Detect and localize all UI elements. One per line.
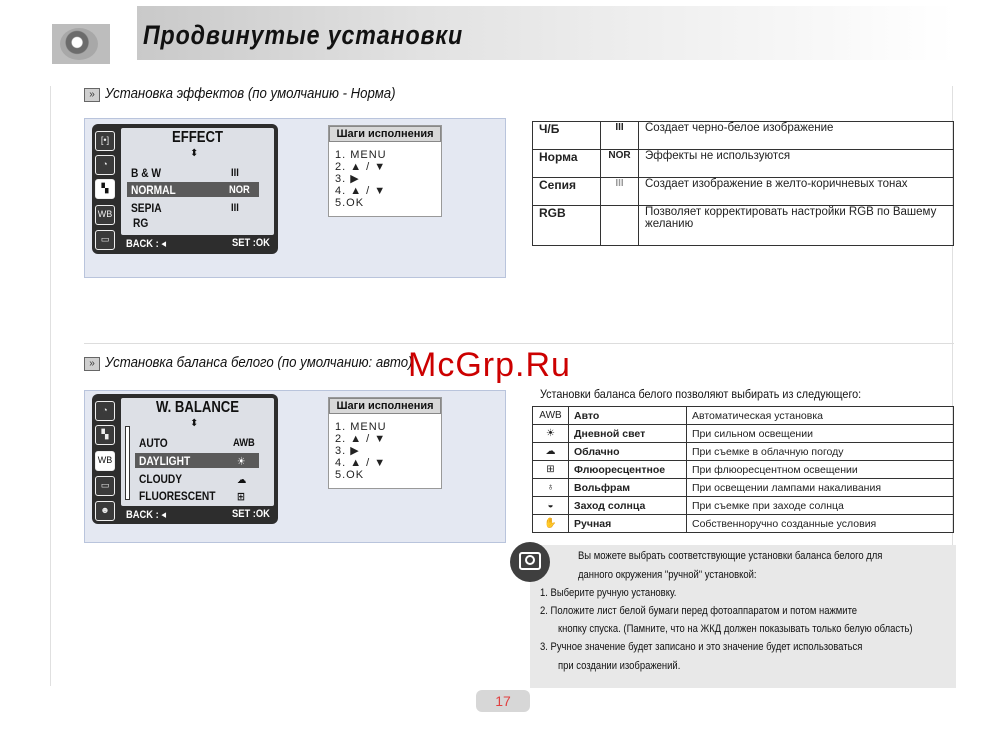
wb-section-title: Установка баланса белого (по умолчанию: авто) [105, 354, 413, 371]
step-item: 2. ▲ / ▼ [335, 433, 387, 445]
wb-desc: При освещении лампами накаливания [687, 479, 954, 497]
wb-desc: При флюоресцентном освещении [687, 461, 954, 479]
left-rule [50, 86, 51, 686]
note-line: 2. Положите лист белой бумаги перед фотоаппаратом и потом нажмите [540, 605, 858, 617]
wb-icon: ☀ [533, 425, 569, 443]
table-row [533, 407, 954, 425]
step-item: 5.OK [335, 469, 365, 481]
step-item: 4. ▲ / ▼ [335, 185, 387, 197]
note-line: кнопку спуска. (Памните, что на ЖКД должен показывать только белую область) [558, 623, 913, 635]
wb-name: Авто [569, 407, 687, 425]
wb-option-value: ☀ [237, 456, 246, 468]
wb-table [532, 406, 954, 533]
wb-intro-text: Установки баланса белого позволяют выбирать из следующего: [540, 387, 862, 401]
wb-desc: При съемке при заходе солнца [687, 497, 954, 515]
step-item: 1. MENU [335, 149, 387, 161]
wb-option-label: AUTO [139, 436, 168, 450]
lcd-side-icon-5: ▭ [95, 230, 115, 250]
table-row [533, 479, 954, 497]
wb-name: Ручная [569, 515, 687, 533]
effect-option-label: B & W [131, 166, 162, 180]
section-divider [84, 343, 954, 344]
table-row [533, 443, 954, 461]
step-item: 1. MENU [335, 421, 387, 433]
wb-icon: AWB [533, 407, 569, 425]
section-arrow-icon: » [84, 88, 100, 102]
page-number: 17 [476, 690, 530, 712]
lcd-set-label: SET :OK [232, 237, 270, 249]
wb-name: Облачно [569, 443, 687, 461]
wb-desc: Собственноручно созданные условия [687, 515, 954, 533]
effect-name: RGB [533, 206, 601, 246]
watermark: McGrp.Ru [408, 346, 571, 384]
step-item: 5.OK [335, 197, 365, 209]
section-arrow-icon: » [84, 357, 100, 371]
lcd-side-icon-1: [•] [95, 131, 115, 151]
effect-name: Норма [533, 150, 601, 178]
scroll-bar [125, 426, 130, 500]
wb-icon: ✋ [533, 515, 569, 533]
lcd-side-icon-3: WB [95, 451, 115, 471]
wb-option-label: FLUORESCENT [139, 489, 216, 503]
wb-steps-box [328, 397, 442, 489]
table-row [533, 461, 954, 479]
lcd-side-icon-1: ◔ [95, 401, 115, 421]
effect-icon [601, 206, 639, 246]
effect-table [532, 121, 954, 246]
effect-icon: III [601, 122, 639, 150]
lcd-side-icon-4: WB [95, 205, 115, 225]
wb-option-value: AWB [233, 437, 255, 449]
wb-icon: ⊞ [533, 461, 569, 479]
lcd-back-label: BACK : ◂ [126, 238, 167, 250]
wb-option-value: ☁ [237, 474, 247, 486]
page-title: Продвинутые установки [143, 20, 464, 50]
lcd-side-icon-5: ☻ [95, 501, 115, 521]
step-item: 3. ▶ [335, 173, 360, 185]
wb-desc: При съемке в облачную погоду [687, 443, 954, 461]
lcd-set-label: SET :OK [232, 508, 270, 520]
table-row [533, 122, 954, 150]
scroll-updown-icon: ⬍ [190, 418, 199, 429]
effect-lcd-screen [121, 128, 274, 235]
wb-option-value: ⊞ [237, 491, 245, 503]
effect-option-value: III [231, 202, 239, 214]
table-row [533, 150, 954, 178]
wb-lcd-screen [121, 398, 274, 506]
effect-option-label: SEPIA [131, 201, 162, 215]
effect-desc: Создает изображение в желто-коричневых тонах [639, 178, 954, 206]
steps-heading: Шаги исполнения [329, 398, 441, 414]
step-item: 4. ▲ / ▼ [335, 457, 387, 469]
step-item: 3. ▶ [335, 445, 360, 457]
effect-steps-box [328, 125, 442, 217]
wb-icon: ♁ [533, 479, 569, 497]
note-line: Вы можете выбрать соответствующие установки баланса белого для [578, 550, 883, 562]
wb-option-label: CLOUDY [139, 472, 183, 486]
wb-lcd-title: W. BALANCE [155, 399, 240, 416]
wb-name: Заход солнца [569, 497, 687, 515]
wb-name: Вольфрам [569, 479, 687, 497]
wb-desc: Автоматическая установка [687, 407, 954, 425]
effect-option-label: RG [133, 216, 149, 230]
effect-section-title: Установка эффектов (по умолчанию - Норма) [105, 85, 396, 102]
effect-desc: Создает черно-белое изображение [639, 122, 954, 150]
effect-name: Ч/Б [533, 122, 601, 150]
step-item: 2. ▲ / ▼ [335, 161, 387, 173]
table-row [533, 497, 954, 515]
effect-icon: III [601, 178, 639, 206]
wb-icon: ◒ [533, 497, 569, 515]
steps-heading: Шаги исполнения [329, 126, 441, 142]
lcd-side-icon-3: ▚ [95, 179, 115, 199]
effect-name: Сепия [533, 178, 601, 206]
table-row [533, 178, 954, 206]
effect-icon: NOR [601, 150, 639, 178]
note-line: 1. Выберите ручную установку. [540, 587, 677, 599]
wb-option-label: DAYLIGHT [139, 454, 191, 468]
effect-desc: Позволяет корректировать настройки RGB по Вашему желанию [639, 206, 954, 246]
camera-lens-icon [60, 28, 98, 60]
wb-icon: ☁ [533, 443, 569, 461]
note-line: 3. Ручное значение будет записано и это значение будет использоваться [540, 641, 863, 653]
lcd-side-icon-2: ▚ [95, 425, 115, 445]
table-row [533, 206, 954, 246]
effect-option-value: NOR [229, 184, 250, 196]
lcd-side-icon-4: ▭ [95, 476, 115, 496]
effect-desc: Эффекты не используются [639, 150, 954, 178]
scroll-updown-icon: ⬍ [190, 148, 199, 159]
wb-desc: При сильном освещении [687, 425, 954, 443]
lcd-side-icon-2: ◔ [95, 155, 115, 175]
table-row [533, 425, 954, 443]
wb-name: Дневной свет [569, 425, 687, 443]
note-line: данного окружения "ручной" установкой: [578, 569, 757, 581]
wb-name: Флюоресцентное [569, 461, 687, 479]
effect-lcd-title: EFFECT [171, 129, 224, 146]
note-line: при создании изображений. [558, 660, 681, 672]
effect-option-value: III [231, 167, 239, 179]
camera-lens-small-icon [525, 555, 535, 565]
effect-option-label: NORMAL [131, 183, 176, 197]
table-row [533, 515, 954, 533]
lcd-back-label: BACK : ◂ [126, 509, 167, 521]
